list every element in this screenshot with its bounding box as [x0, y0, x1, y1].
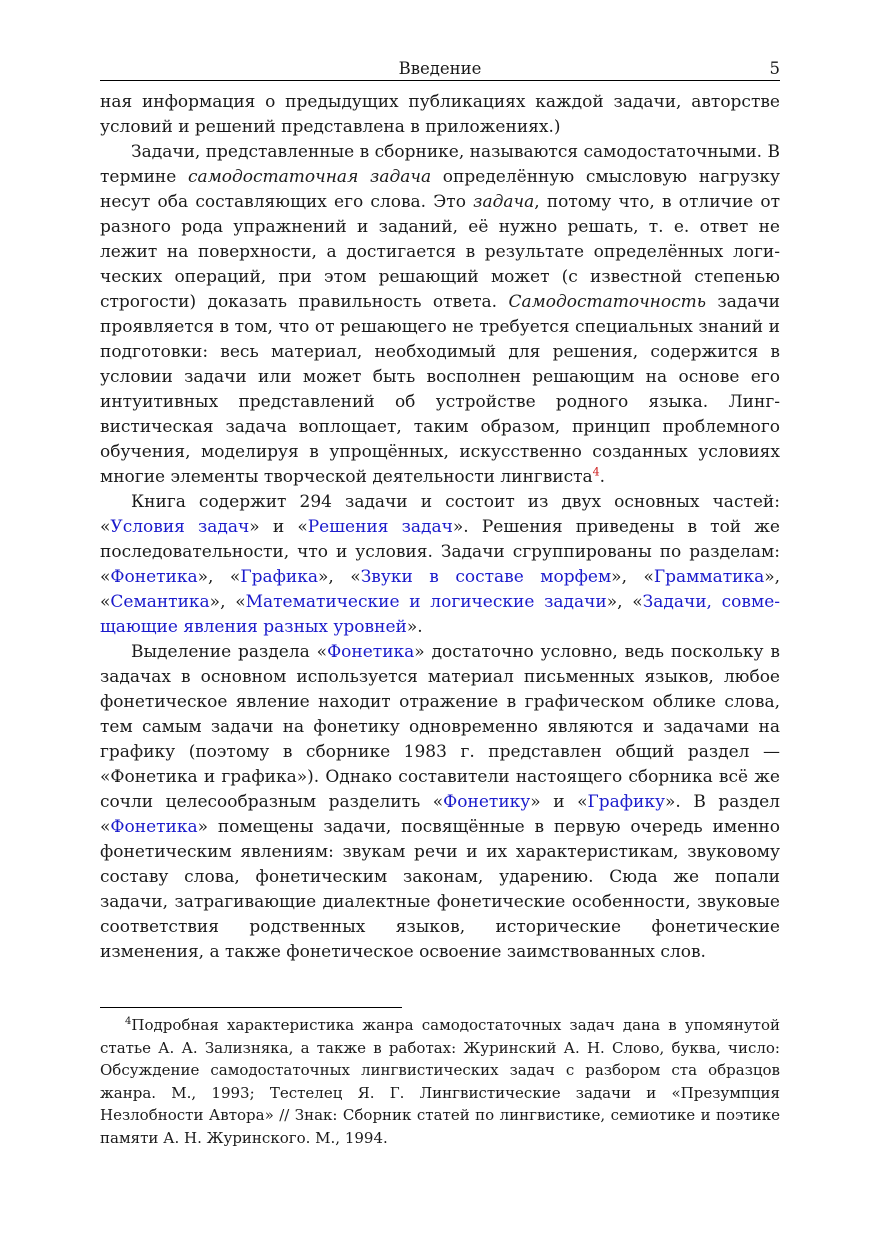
link-conditions[interactable]: Условия задач	[110, 517, 250, 537]
running-header	[100, 56, 780, 81]
link-phonetics[interactable]: Фонетика	[110, 567, 198, 587]
term-italic: задача	[473, 192, 535, 212]
term-italic: Самодостаточность	[508, 292, 707, 312]
footnote-number: 4	[125, 1016, 132, 1027]
footnote-divider	[100, 1007, 402, 1008]
main-text	[100, 90, 780, 965]
link-graphics[interactable]: Графику	[587, 792, 666, 812]
paragraph-2: Задачи, представленные в сборнике, называются самодостаточными. В термине самодостаточная задача определённую смысловую нагрузку несут оба составляющих его слова. Это задача, потому что, в отличие от разного рода упражнений и заданий, её нужно решать, т. е. ответ не лежит на поверхности, а достигается в результате определённых логических операций, при этом решающий может (с известной степенью строгости) доказать правильность ответа. Самодостаточность задачи проявляется в том, что от решающего не требуется специальных знаний и подготовки: весь материал, необходимый для решения, содержится в условии задачи или может быть восполнен решающим на основе его интуитивных представлений об устройстве родного языка. Лингвистическая задача воплощает, таким образом, принцип проблемного обучения, моделируя в упрощённых, искусственно созданных условиях многие элементы творческой деятельности лингвиста$^4$.	[100, 142, 781, 487]
paragraph-4: Выделение раздела «Фонетика» достаточно условно, ведь поскольку в задачах в основном используется материал письменных языков, любое фонетическое явление находит отражение в графическом облике слова, тем самым задачи на фонетику одновременно являются и задачами на графику (поэтому в сборнике 1983 г. представлен общий раздел — «Фонетика и графика»). Однако составители настоящего сборника всё же сочли целесообразным разделить «Фонетику» и «Графику». В раздел «Фонетика» помещены задачи, посвящённые в первую очередь именно фонетическим явлениям: звукам речи и их характеристикам, звуковому составу слова, фонетическим законам, ударению. Сюда же попали задачи, затрагивающие диалектные фонетические особенности, звуковые соответствия родственных языков, исторические фонетические изменения, а также фонетическое освоение заимствованных слов.	[100, 642, 780, 962]
footnote-ref-link[interactable]: 4	[592, 465, 600, 479]
link-phonetics[interactable]: Фонетика	[110, 817, 198, 837]
link-multilevel[interactable]: Задачи, совмещающие явления разных уровней	[100, 592, 781, 637]
link-semantics[interactable]: Семантика	[110, 592, 210, 612]
paragraph-1: ная информация о предыдущих публикациях каждой задачи, авторстве условий и решений представлена в приложениях.)	[100, 92, 780, 137]
link-math-logic[interactable]: Математические и логические задачи	[245, 592, 607, 612]
page-number: 5	[769, 59, 780, 78]
link-graphics[interactable]: Графика	[240, 567, 318, 587]
link-solutions[interactable]: Решения задач	[307, 517, 453, 537]
link-morpheme-sounds[interactable]: Звуки в составе морфем	[360, 567, 612, 587]
page	[100, 56, 780, 965]
footnote-text: Подробная характеристика жанра самодостаточных задач дана в упомянутой статье А. А. Зализняка, а также в работах: Журинский А. Н. Слово, буква, число: Обсуждение самодостаточных лингвистических задач с разбором ста образцов жанра. М., 1993; Тестелец Я. Г. Лингвистические задачи и «Презумпция Незлобности Автора» // Знак: Сборник статей по лингвистике, семиотике и поэтике памяти А. Н. Журинского. М., 1994.	[100, 1016, 780, 1147]
link-phonetics[interactable]: Фонетику	[443, 792, 531, 812]
term-italic: самодостаточная задача	[188, 167, 432, 187]
link-phonetics[interactable]: Фонетика	[327, 642, 415, 662]
paragraph-3: Книга содержит 294 задачи и состоит из двух основных частей: «Условия задач» и «Решения задач». Решения приведены в той же последовательности, что и условия. Задачи сгруппированы по разделам: «Фонетика», «Графика», «Звуки в составе морфем», «Грамматика», «Семантика», «Математические и логические задачи», «Задачи, совмещающие явления разных уровней».	[100, 492, 781, 637]
running-header-title: Введение	[398, 59, 482, 78]
link-grammar[interactable]: Грамматика	[653, 567, 765, 587]
footnote	[100, 1014, 780, 1149]
